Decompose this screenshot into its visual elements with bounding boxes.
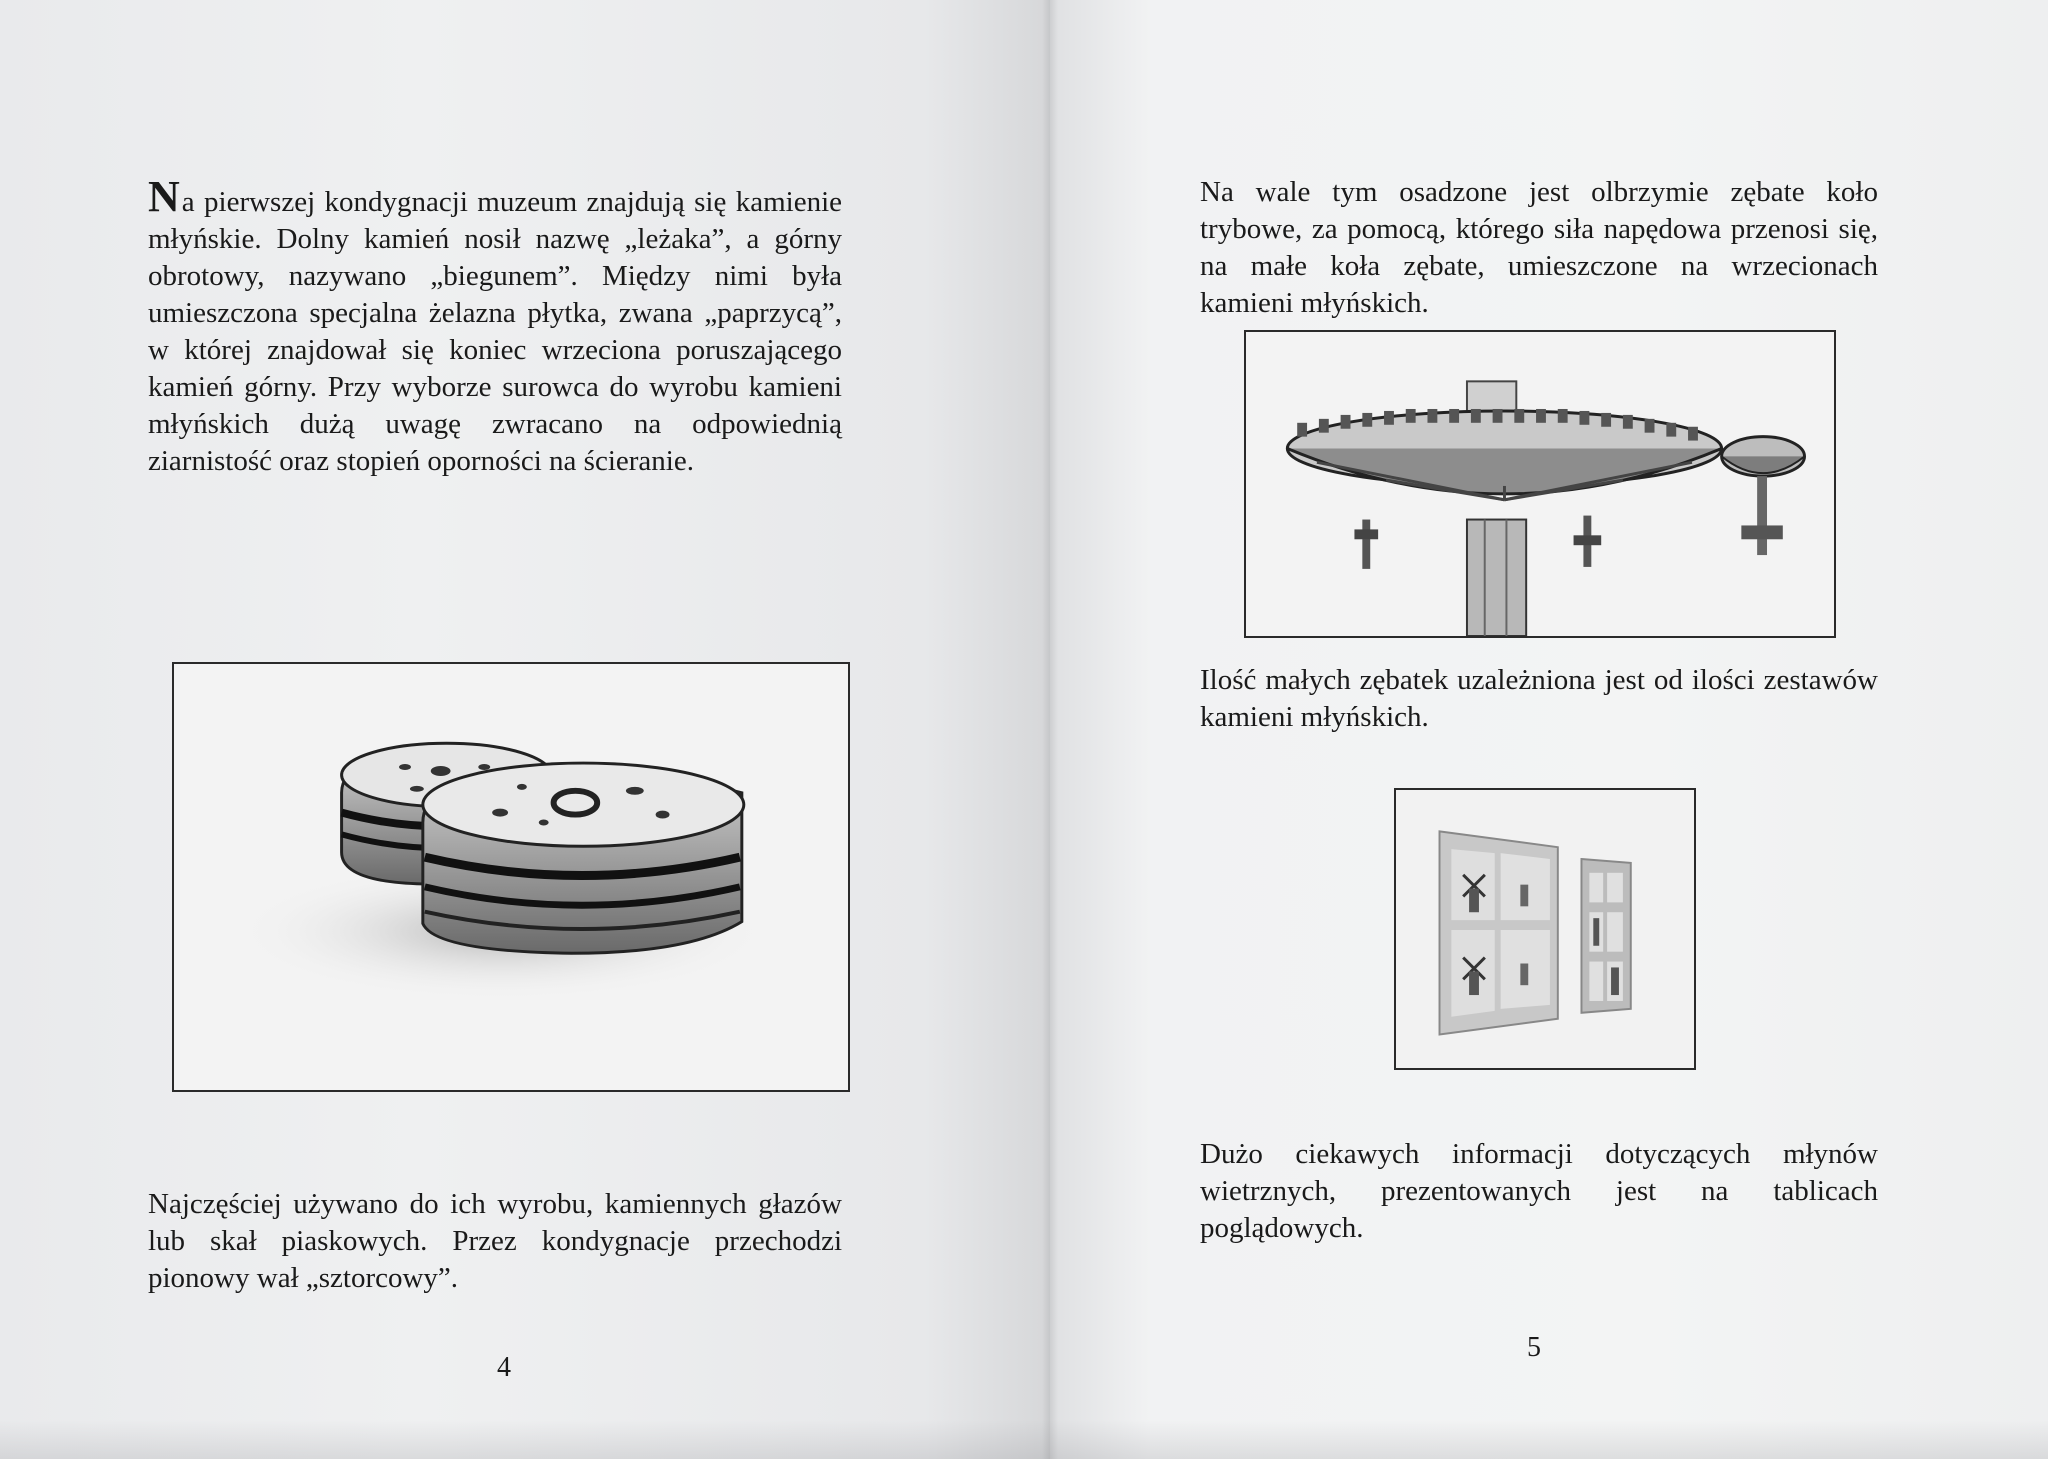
page-bottom-edge — [0, 1420, 2048, 1459]
upper-millstone — [423, 763, 744, 953]
left-bottom-paragraph: Najczęściej używano do ich wyrobu, kamiennych głazów lub skał piaskowych. Przez kondygnacje przechodzi pionowy wał „sztorcowy”. — [148, 1188, 842, 1294]
board-right — [1581, 859, 1630, 1013]
gear-figure — [1244, 330, 1836, 638]
left-intro-paragraph — [148, 172, 842, 480]
right-top-paragraph: Na wale tym osadzone jest olbrzymie zębate koło trybowe, za pomocą, którego siła napędowa przenosi się, na małe koła zębate, umieszczone na wrzecionach kamieni młyńskich. — [1200, 176, 1878, 319]
right-bottom-paragraph: Dużo ciekawych informacji dotyczących młynów wietrznych, prezentowanych jest na tablicach poglądowych. — [1200, 1138, 1878, 1244]
drop-cap: N — [148, 172, 180, 221]
right-middle-paragraph: Ilość małych zębatek uzależniona jest od ilości zestawów kamieni młyńskich. — [1200, 664, 1878, 733]
millstones-illustration — [174, 664, 848, 1090]
board-left — [1440, 831, 1558, 1034]
gear-wheel-illustration — [1246, 332, 1834, 636]
left-intro-text: a pierwszej kondygnacji muzeum znajdują się kamienie młyńskie. Dolny kamień nosił nazwę „leżaka”, a górny obrotowy, nazywano „biegunem”. Między nimi była umieszczona specjalna żelazna płytka, zwana „paprzycą”, w której znajdował się koniec wrzeciona poruszającego kamień górny. Przy wyborze surowca do wyrobu kamieni młyńskich dużą uwagę zwracano na odpowiednią ziarnistość oraz stopień oporności na ścieranie. — [148, 186, 842, 477]
page-number-left: 4 — [497, 1352, 511, 1383]
millstones-figure — [172, 662, 850, 1092]
boards-figure — [1394, 788, 1696, 1070]
information-boards-photo — [1396, 790, 1694, 1068]
book-gutter — [1042, 0, 1058, 1459]
page-right — [1050, 0, 2048, 1459]
page-number-right: 5 — [1527, 1332, 1541, 1363]
